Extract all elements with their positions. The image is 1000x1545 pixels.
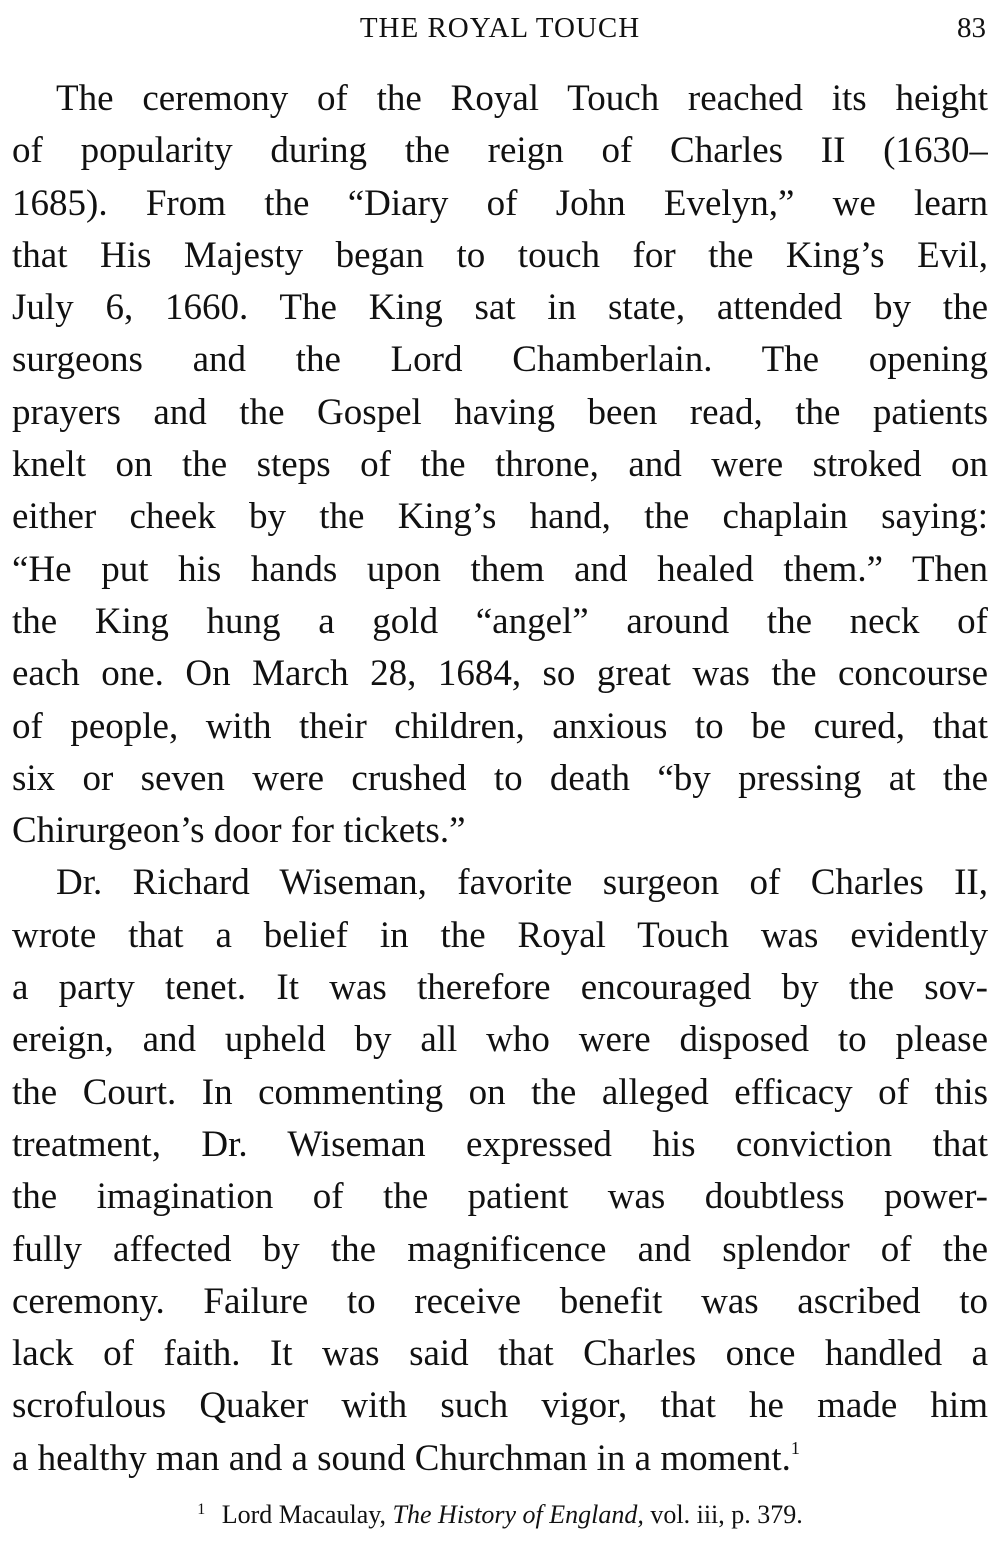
text-line: The ceremony of the Royal Touch reached its height — [56, 78, 988, 119]
text-line: of popularity during the reign of Charles II (1630– — [12, 130, 988, 172]
text-line: Chirurgeon’s door for tickets.” — [12, 810, 466, 852]
text-line: treatment, Dr. Wiseman expressed his conviction that — [12, 1123, 988, 1165]
paragraph-2 — [12, 857, 988, 1485]
text-line: fully affected by the magnificence and splendor of the — [12, 1228, 988, 1270]
text-line: of people, with their children, anxious to be cured, that — [12, 705, 988, 747]
body-text — [12, 73, 988, 1485]
text-line: 1685). From the “Diary of John Evelyn,” we learn — [12, 182, 988, 224]
text-line: prayers and the Gospel having been read, the patients — [12, 391, 988, 433]
text-line: surgeons and the Lord Chamberlain. The opening — [12, 339, 988, 381]
text-line: July 6, 1660. The King sat in state, attended by the — [12, 287, 988, 329]
text-line: a party tenet. It was therefore encouraged by the sov- — [12, 967, 988, 1009]
text-line: each one. On March 28, 1684, so great was the concourse — [12, 653, 988, 695]
footnote-citation: vol. iii, p. 379. — [650, 1500, 803, 1529]
page-number: 83 — [957, 12, 986, 44]
text-line: ceremony. Failure to receive benefit was ascribed to — [12, 1280, 988, 1322]
footnote — [0, 1490, 1000, 1535]
text-line: ereign, and upheld by all who were disposed to please — [12, 1019, 988, 1061]
text-line: knelt on the steps of the throne, and were stroked on — [12, 444, 988, 486]
text-line-with-footnote — [12, 1433, 988, 1485]
running-title: THE ROYAL TOUCH — [359, 12, 641, 44]
text-line: either cheek by the King’s hand, the chaplain saying: — [12, 496, 988, 538]
footnote-work-title: The History of England, — [392, 1500, 644, 1529]
footnote-reference[interactable]: 1 — [790, 1437, 800, 1458]
text-line: the imagination of the patient was doubtless power- — [12, 1176, 988, 1218]
text-line: wrote that a belief in the Royal Touch was evidently — [12, 914, 988, 956]
footnote-mark: 1 — [197, 1501, 206, 1518]
text-line: that His Majesty began to touch for the King’s Evil, — [12, 234, 988, 276]
footnote-author: Lord Macaulay, — [221, 1500, 387, 1529]
paragraph-1 — [12, 73, 988, 857]
text-line: the Court. In commenting on the alleged efficacy of this — [12, 1071, 988, 1113]
text-line: six or seven were crushed to death “by pressing at the — [12, 757, 988, 799]
text-line: lack of faith. It was said that Charles once handled a — [12, 1333, 988, 1375]
running-header — [0, 8, 1000, 48]
text-line: “He put his hands upon them and healed them.” Then — [12, 548, 988, 590]
text-line-content: a healthy man and a sound Churchman in a moment. — [12, 1437, 791, 1479]
text-line: scrofulous Quaker with such vigor, that he made him — [12, 1385, 988, 1427]
text-line: Dr. Richard Wiseman, favorite surgeon of Charles II, — [56, 862, 988, 904]
text-line: the King hung a gold “angel” around the neck of — [12, 600, 988, 642]
